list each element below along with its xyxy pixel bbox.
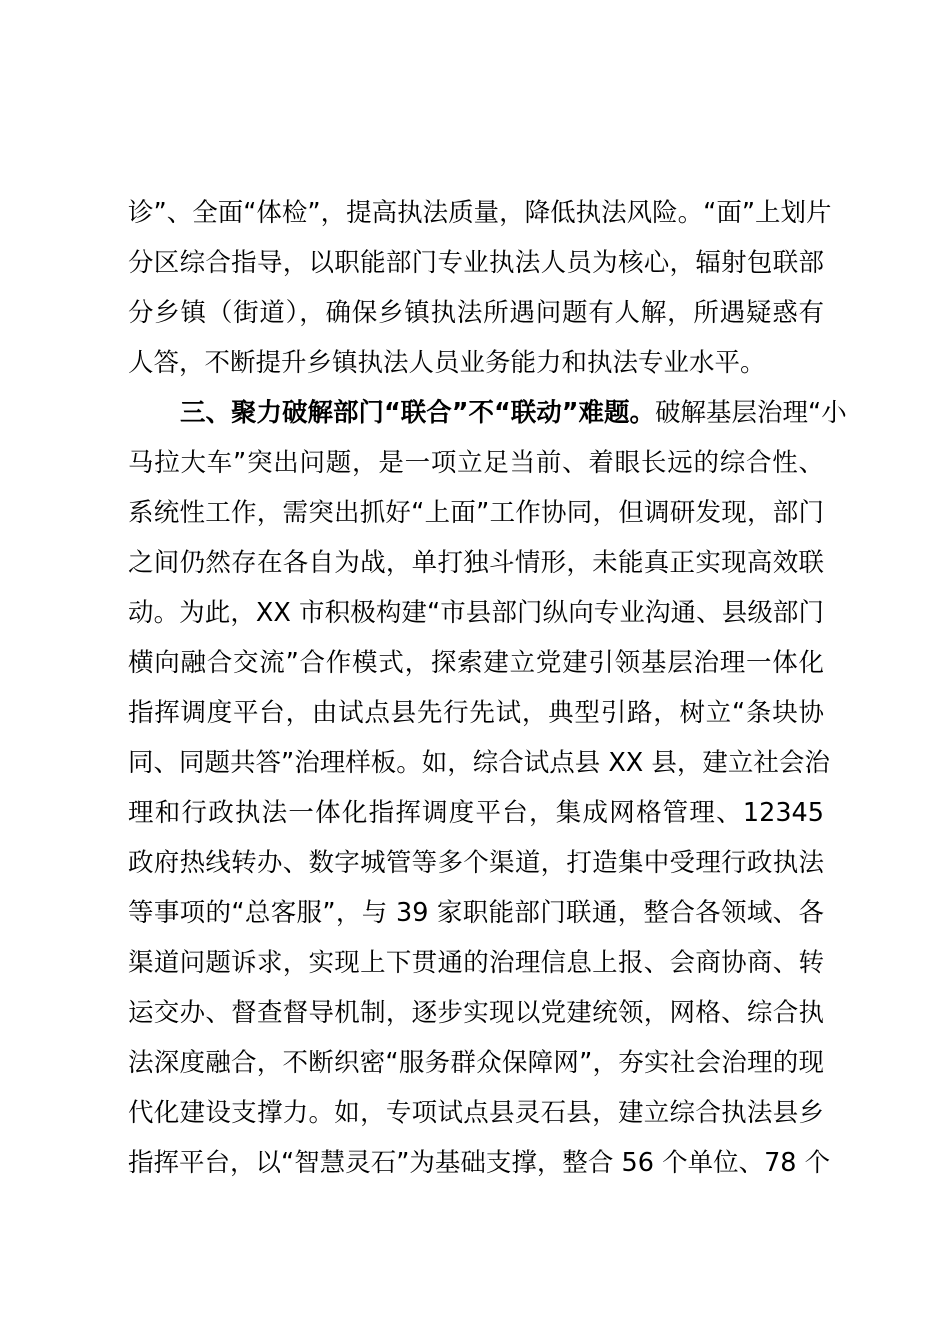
document-body [128,188,847,1188]
text-line: 代化建设支撑力。如，专项试点县灵石县，建立综合执法县乡 [128,1098,824,1128]
text-line: 理和行政执法一体化指挥调度平台，集成网格管理、12345 [128,798,824,828]
text-line: 等事项的“总客服”，与 39 家职能部门联通，整合各领域、各 [128,898,824,928]
text-line: 运交办、督查督导机制，逐步实现以党建统领，网格、综合执 [128,998,824,1028]
text-line: 马拉大车”突出问题，是一项立足当前、着眼长远的综合性、 [128,448,824,478]
text-line: 之间仍然存在各自为战，单打独斗情形，未能真正实现高效联 [128,548,824,578]
text-line: 同、同题共答”治理样板。如，综合试点县 XX 县，建立社会治 [128,748,830,778]
text-line: 分区综合指导，以职能部门专业执法人员为核心，辐射包联部 [128,248,824,278]
text-line: 分乡镇（街道），确保乡镇执法所遇问题有人解，所遇疑惑有 [128,298,824,328]
text-line: 横向融合交流”合作模式，探索建立党建引领基层治理一体化 [128,648,824,678]
text-line: 渠道问题诉求，实现上下贯通的治理信息上报、会商协商、转 [128,948,824,978]
text-line: 动。为此，XX 市积极构建“市县部门纵向专业沟通、县级部门 [128,598,824,628]
text-span: 破解基层治理“小 [655,398,847,428]
text-line: 诊”、全面“体检”，提高执法质量，降低执法风险。“面”上划片 [128,198,832,228]
section-heading-line [128,388,847,438]
text-line: 政府热线转办、数字城管等多个渠道，打造集中受理行政执法 [128,848,824,878]
text-line: 法深度融合，不断织密“服务群众保障网”，夯实社会治理的现 [128,1048,824,1078]
text-line: 人答，不断提升乡镇执法人员业务能力和执法专业水平。 [128,348,766,378]
text-line: 系统性工作，需突出抓好“上面”工作协同，但调研发现，部门 [128,498,824,528]
section-heading: 三、聚力破解部门“联合”不“联动”难题。 [180,398,656,428]
text-line: 指挥调度平台，由试点县先行先试，典型引路，树立“条块协 [128,698,824,728]
text-line: 指挥平台，以“智慧灵石”为基础支撑，整合 56 个单位、78 个 [128,1148,831,1178]
